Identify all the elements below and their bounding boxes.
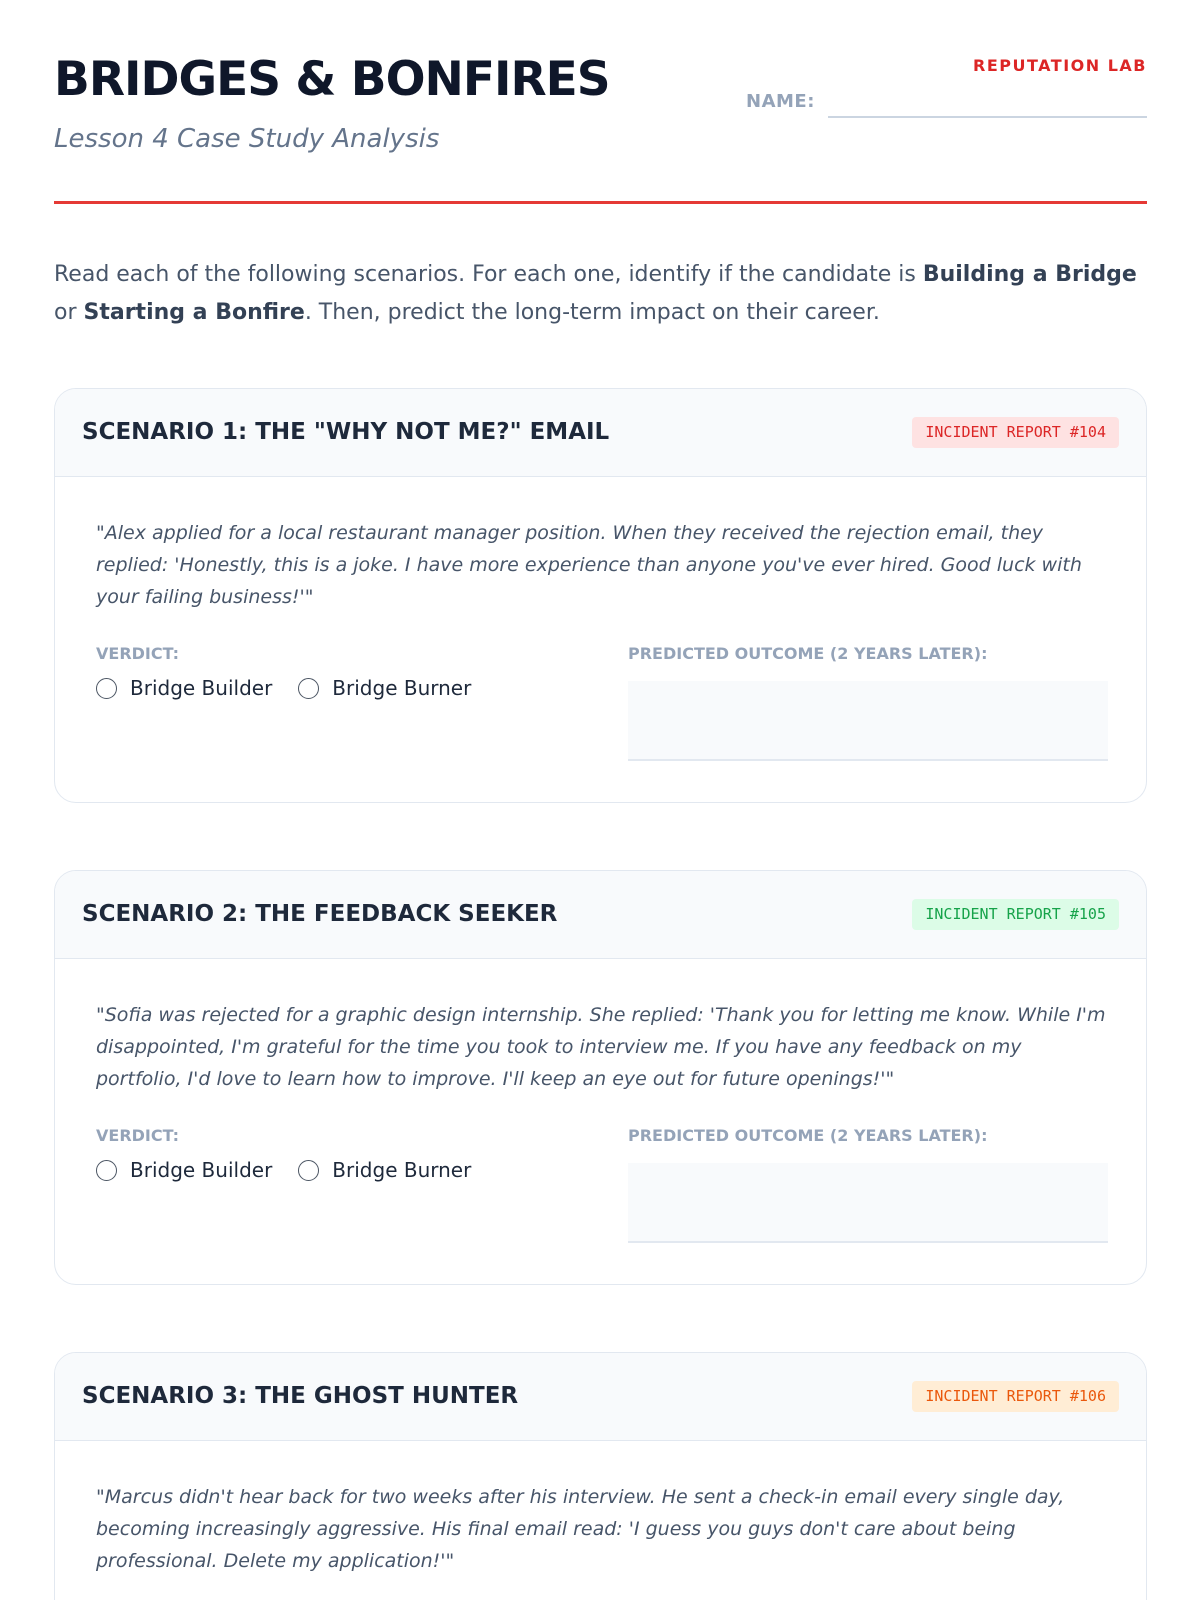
name-label: NAME: [746,91,815,112]
outcome-label: PREDICTED OUTCOME (2 YEARS LATER): [628,644,988,663]
radio-label: Bridge Builder [130,676,273,700]
instructions-text: Read each of the following scenarios. For each one, identify if the candidate is [54,262,923,287]
scenario-card-2 [54,870,1147,1285]
radio-circle[interactable] [96,678,117,699]
scenario-quote: "Marcus didn't hear back for two weeks after his interview. He sent a check-in email every single day, becoming increasingly aggressive. His final email read: 'I guess you guys don't care about being professional. Delete my application!'" [96,1486,1065,1572]
incident-badge: INCIDENT REPORT #106 [912,1381,1119,1412]
radio-bridge-burner[interactable] [298,676,471,700]
scenario-header [55,1353,1146,1441]
incident-badge: INCIDENT REPORT #105 [912,899,1119,930]
radio-circle[interactable] [298,678,319,699]
radio-bridge-builder[interactable] [96,676,272,700]
scenario-header [55,389,1146,477]
brand-label: REPUTATION LAB [973,56,1147,75]
verdict-label: VERDICT: [96,644,180,663]
radio-bridge-builder[interactable] [96,1158,272,1182]
radio-label: Bridge Burner [332,1158,472,1182]
name-field[interactable] [828,88,1147,118]
scenario-header [55,871,1146,959]
radio-circle[interactable] [96,1160,117,1181]
verdict-label: VERDICT: [96,1126,180,1145]
radio-label: Bridge Builder [130,1158,273,1182]
worksheet-subtitle: Lesson 4 Case Study Analysis [54,124,440,154]
scenario-quote: "Alex applied for a local restaurant manager position. When they received the rejection email, they replied: 'Honestly, this is a joke. I have more experience than anyone you've ever hired. Good luck with your failing business!'" [96,522,1082,608]
instructions-text: . Then, predict the long-term impact on their career. [304,300,880,325]
scenario-quote: "Sofia was rejected for a graphic design internship. She replied: 'Thank you for letting me know. While I'm disappointed, I'm grateful for the time you took to interview me. If you have any feedback on my portfolio, I'd love to learn how to improve. I'll keep an eye out for future openings!'" [96,1004,1106,1090]
scenario-title: SCENARIO 1: THE "WHY NOT ME?" EMAIL [82,419,610,445]
outcome-answer-box[interactable] [628,1163,1108,1243]
instructions-bold-bonfire: Starting a Bonfire [83,300,305,325]
verdict-options [96,673,497,703]
scenario-title: SCENARIO 3: THE GHOST HUNTER [82,1383,519,1409]
instructions-bold-bridge: Building a Bridge [922,262,1137,287]
scenario-card-3 [54,1352,1147,1600]
scenario-title: SCENARIO 2: THE FEEDBACK SEEKER [82,901,558,927]
radio-label: Bridge Burner [332,676,472,700]
scenario-card-1 [54,388,1147,803]
outcome-answer-box[interactable] [628,681,1108,761]
instructions-text: or [54,300,84,325]
radio-circle[interactable] [298,1160,319,1181]
incident-badge: INCIDENT REPORT #104 [912,417,1119,448]
instructions [54,256,1154,332]
radio-bridge-burner[interactable] [298,1158,471,1182]
worksheet-title: BRIDGES & BONFIRES [54,52,610,107]
verdict-options [96,1155,497,1185]
worksheet-header [54,0,1147,204]
outcome-label: PREDICTED OUTCOME (2 YEARS LATER): [628,1126,988,1145]
